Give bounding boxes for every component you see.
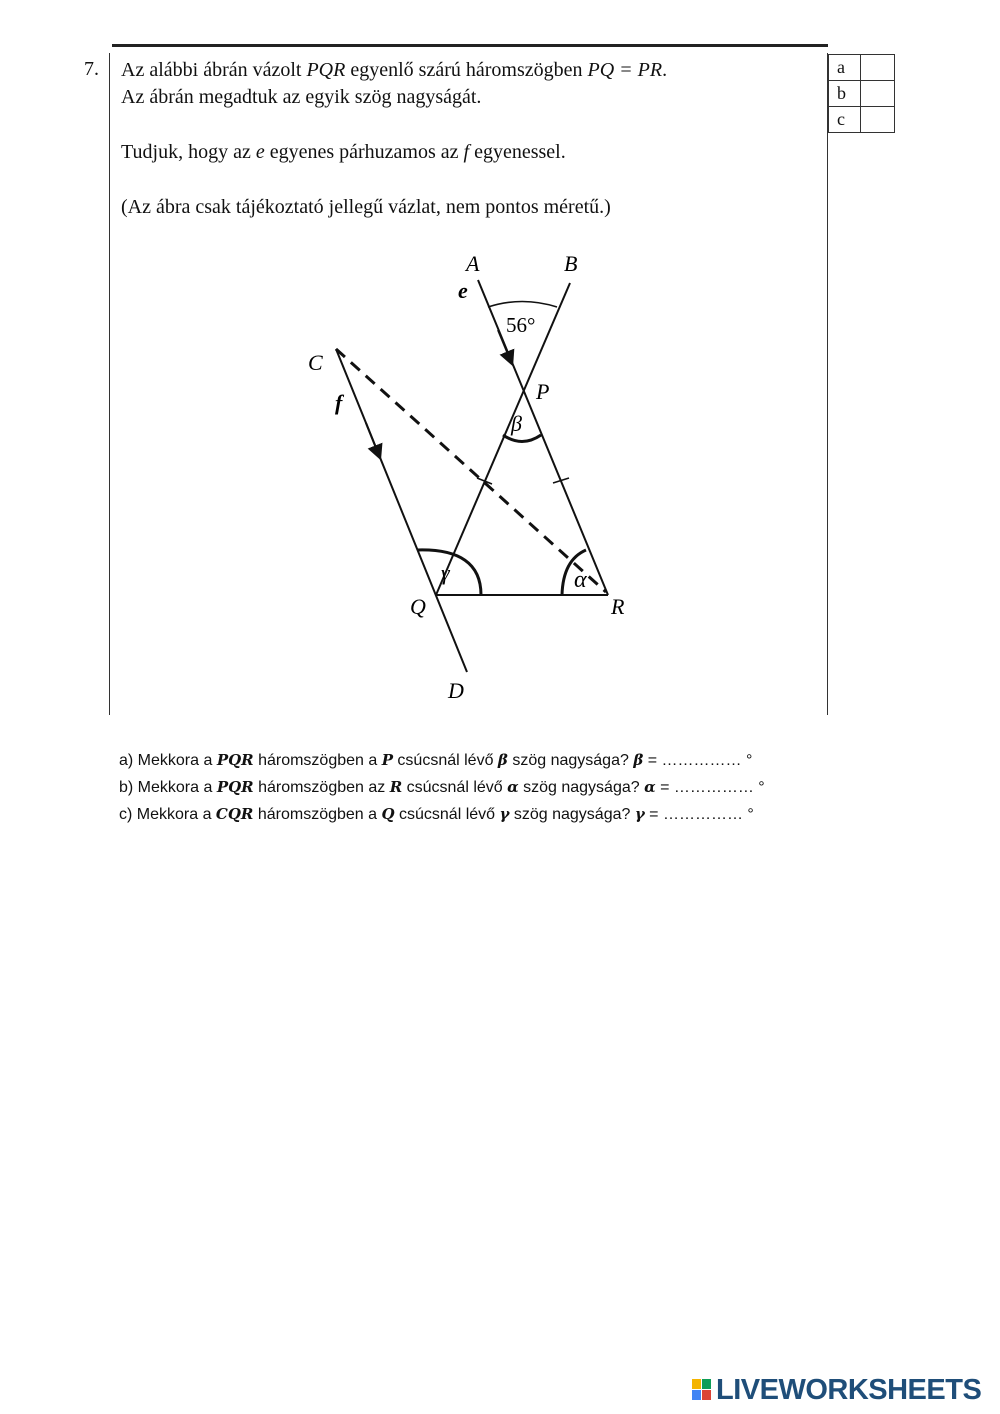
label-B: B: [564, 251, 578, 276]
intro-line-2: Az ábrán megadtuk az egyik szög nagyságát.: [121, 86, 482, 108]
equal-sides: PQ = PR: [587, 59, 663, 81]
logo-blocks-icon: [692, 1379, 712, 1401]
arc-beta: [503, 435, 541, 442]
question-b: b) Mekkora a PQR háromszögben az R csúcsnál lévő α szög nagysága? α = …………… °: [119, 778, 765, 796]
arrow-f: [366, 423, 378, 453]
label-D: D: [448, 678, 464, 703]
question-c: c) Mekkora a CQR háromszögben a Q csúcsnál lévő γ szög nagysága? γ = …………… °: [119, 805, 754, 823]
score-row-c: c: [829, 107, 895, 133]
answer-a[interactable]: = …………… °: [643, 752, 753, 769]
label-Q: Q: [410, 594, 426, 619]
answer-c[interactable]: = …………… °: [644, 806, 754, 823]
answer-b[interactable]: = …………… °: [655, 779, 765, 796]
label-R: R: [611, 594, 625, 619]
label-alpha: α: [574, 567, 587, 593]
label-e: e: [458, 278, 468, 303]
label-56: 56°: [506, 313, 536, 337]
score-row-b: b: [829, 81, 895, 107]
intro-line-3: Tudjuk, hogy az e egyenes párhuzamos az f egyenessel.: [121, 141, 566, 163]
question-a: a) Mekkora a PQR háromszögben a P csúcsnál lévő β szög nagysága? β = …………… °: [119, 751, 753, 769]
intro-line-4: (Az ábra csak tájékoztató jellegű vázlat, nem pontos méretű.): [121, 196, 611, 218]
score-row-a: a: [829, 55, 895, 81]
label-P: P: [536, 379, 550, 404]
arc-56: [488, 302, 557, 308]
liveworksheets-logo: [692, 1374, 981, 1406]
label-A: A: [466, 251, 480, 276]
segment-cr: [336, 349, 606, 592]
label-gamma: γ: [441, 560, 450, 585]
label-C: C: [308, 350, 323, 375]
intro-line-1: Az alábbi ábrán vázolt PQR egyenlő szárú háromszögben PQ = PR.: [121, 59, 668, 81]
line-f: [336, 349, 467, 672]
triangle-name: PQR: [306, 59, 346, 81]
line-bq: [436, 283, 570, 595]
problem-number: 7.: [84, 58, 99, 80]
label-f: f: [335, 390, 343, 415]
label-beta: β: [511, 411, 522, 436]
line-e: [478, 280, 608, 595]
brand-text: LIVEWORKSHEETS: [716, 1373, 982, 1406]
